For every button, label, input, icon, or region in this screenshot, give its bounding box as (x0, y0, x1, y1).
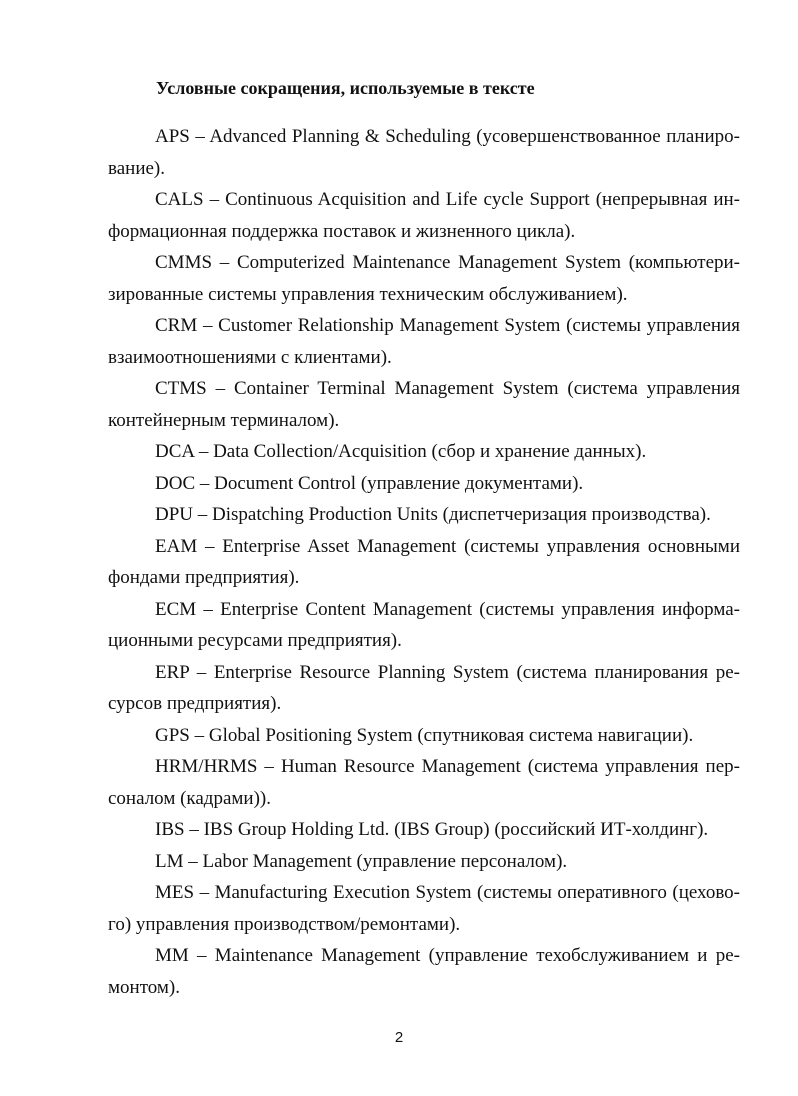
abbreviation-entry-mes: MES – Manufacturing Execution System (системы оперативного (цехово-го) управления производством/ремонтами). (108, 882, 740, 935)
abbreviation-entry-erp: ERP – Enterprise Resource Planning System (система планирования ре-сурсов предприятия). (108, 661, 740, 714)
abbreviation-entry-aps: APS – Advanced Planning & Scheduling (усовершенствованное планиро-вание). (108, 126, 740, 179)
page-number: 2 (394, 1029, 404, 1046)
page-heading: Условные сокращения, используемые в тексте (156, 78, 535, 98)
abbreviation-entry-ibs: IBS – IBS Group Holding Ltd. (IBS Group) (российский ИТ-холдинг). (155, 819, 709, 840)
abbreviation-entry-lm: LM – Labor Management (управление персоналом). (155, 850, 568, 872)
abbreviation-entry-ecm: ECM – Enterprise Content Management (системы управления информа-ционными ресурсами предприятия). (108, 598, 740, 651)
abbreviation-entry-doc: DOC – Document Control (управление документами). (155, 472, 584, 494)
abbreviation-list (108, 121, 740, 1003)
abbreviation-entry-mm: MM – Maintenance Management (управление техобслуживанием и ре-монтом). (108, 945, 740, 998)
abbreviation-entry-eam: EAM – Enterprise Asset Management (системы управления основными фондами предприятия). (108, 535, 740, 588)
abbreviation-entry-gps: GPS – Global Positioning System (спутниковая система навигации). (155, 724, 694, 746)
abbreviation-entry-dca: DCA – Data Collection/Acquisition (сбор и хранение данных). (155, 441, 647, 462)
abbreviation-entry-hrm: HRM/HRMS – Human Resource Management (система управления пер-соналом (кадрами)). (108, 756, 740, 809)
abbreviation-entry-cals: CALS – Continuous Acquisition and Life cycle Support (непрерывная ин-формационная поддержка поставок и жизненного цикла). (108, 189, 740, 242)
abbreviation-entry-ctms: CTMS – Container Terminal Management System (система управления контейнерным терминалом). (108, 378, 740, 431)
abbreviation-entry-cmms: CMMS – Computerized Maintenance Management System (компьютери-зированные системы управления техническим обслуживанием). (108, 252, 740, 305)
abbreviation-entry-crm: CRM – Customer Relationship Management System (системы управления взаимоотношениями с клиентами). (108, 315, 740, 368)
abbreviation-entry-dpu: DPU – Dispatching Production Units (диспетчеризация производства). (155, 504, 711, 525)
